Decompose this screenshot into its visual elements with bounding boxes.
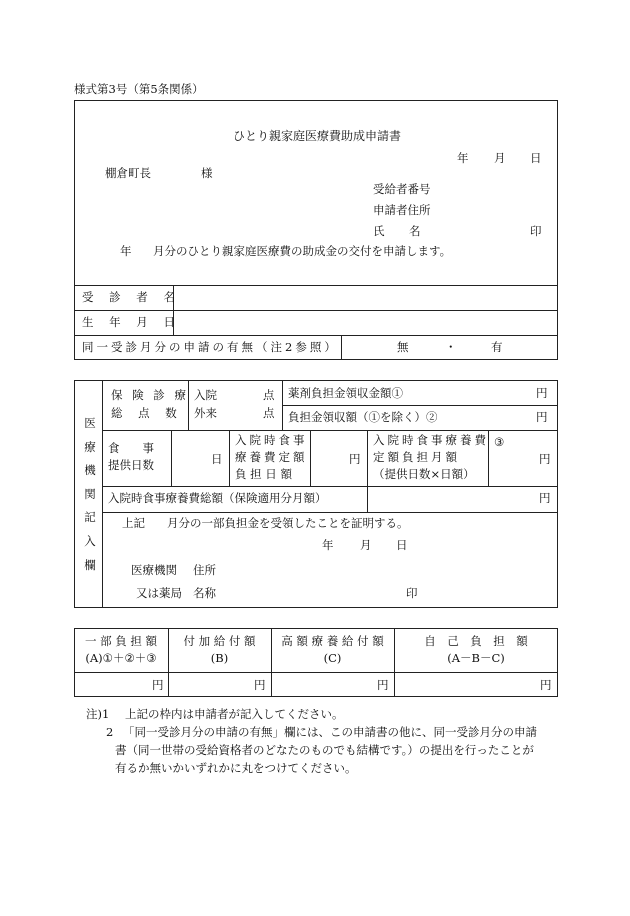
meal-fixed-label-1: 入院時食事: [235, 433, 308, 447]
pharmacy-label: 又は薬局: [136, 586, 182, 600]
certification-text: 月分の一部負担金を受領したことを証明する。: [167, 516, 409, 530]
institution-address-label: 住所: [193, 563, 216, 577]
institution-seal-mark: 印: [406, 586, 418, 600]
meal-monthly-label-1: 入院時食事療養費: [373, 433, 489, 447]
meal-monthly-label-3: （提供日数×日額）: [373, 467, 475, 481]
side-char: 療: [84, 439, 96, 454]
cert-year-label: 年: [322, 538, 334, 552]
recipient-number-label: 受給者番号: [373, 182, 431, 196]
circle-three-mark: ③: [494, 435, 505, 449]
honorific: 様: [201, 166, 213, 180]
meal-fixed-label-3: 負 担 日 額: [235, 467, 292, 481]
same-month-label: 同一受診月分の申請の有無（注2参照）: [82, 340, 339, 354]
drug-copay-label: 薬剤負担金領収金額①: [288, 386, 403, 400]
col-a-yen: 円: [152, 678, 164, 692]
note-2-line-3: 有るか無いかいずれかに丸をつけてください。: [115, 761, 357, 775]
form-title: ひとり親家庭医療費助成申請書: [233, 129, 402, 143]
institution-name-label: 名称: [193, 586, 216, 600]
col-b-yen: 円: [254, 678, 266, 692]
outpatient-point-unit: 点: [263, 406, 275, 420]
date-month-label: 月: [494, 151, 506, 165]
col-d-yen: 円: [540, 678, 552, 692]
note-prefix: 注)1: [86, 707, 110, 721]
meal-monthly-yen: 円: [539, 452, 551, 466]
outpatient-label: 外来: [194, 406, 217, 420]
patient-name-field[interactable]: [176, 288, 554, 307]
note-1: 上記の枠内は申請者が記入してください。: [125, 707, 344, 721]
option-yes[interactable]: 有: [491, 340, 503, 354]
copay-received-label: 負担金領収額（①を除く）②: [288, 410, 438, 424]
cert-day-label: 日: [396, 538, 408, 552]
date-day-label: 日: [530, 151, 542, 165]
date-year-label: 年: [457, 151, 469, 165]
col-c-yen: 円: [377, 678, 389, 692]
request-year-label: 年: [120, 244, 132, 258]
applicant-name-label-1: 氏: [373, 224, 385, 238]
applicant-name-label-2: 名: [409, 224, 421, 238]
addressee: 棚倉町長: [105, 166, 151, 180]
medical-side-label: [83, 412, 97, 577]
note-2-line-2: 書（同一世帯の受給資格者のどなたのものでも結構です。）の提出を行ったことが: [115, 743, 534, 757]
note-2-line-1: 「同一受診月分の申請の有無」欄には、この申請書の他に、同一受診月分の申請: [123, 725, 537, 739]
meal-days-label-2: 提供日数: [108, 458, 154, 472]
meal-total-label: 入院時食事療養費総額（保険適用分月額）: [108, 491, 327, 505]
drug-copay-yen: 円: [536, 386, 548, 400]
col-d-header: 自 己 負 担 額: [424, 634, 528, 648]
inpatient-point-unit: 点: [263, 388, 275, 402]
col-c-header: 高 額 療 養 給 付 額: [281, 634, 384, 648]
option-none[interactable]: 無: [397, 340, 409, 354]
col-d-formula: (A－B－C): [447, 651, 505, 665]
birthdate-label: 生 年 月 日: [82, 315, 181, 329]
meal-days-label-1: 食 事: [108, 441, 154, 455]
patient-name-label: 受 診 者 名: [82, 290, 181, 304]
cert-month-label: 月: [360, 538, 372, 552]
request-text: 月分のひとり親家庭医療費の助成金の交付を申請します。: [153, 244, 452, 258]
col-b-header: 付 加 給 付 額: [183, 634, 256, 648]
birthdate-field[interactable]: [176, 313, 554, 332]
option-separator: ・: [445, 340, 457, 354]
applicant-seal-mark: 印: [530, 224, 542, 238]
applicant-address-label: 申請者住所: [373, 203, 431, 217]
meal-total-yen: 円: [539, 491, 551, 505]
side-char: 記: [84, 510, 96, 525]
side-char: 医: [84, 416, 96, 430]
col-a-header: 一 部 負 担 額: [84, 634, 158, 648]
insurance-points-label-2: 総 点 数: [111, 406, 183, 420]
meal-fixed-label-2: 療養費定額: [235, 450, 308, 464]
insurance-points-label-1: 保 険 診 療: [111, 388, 189, 402]
institution-label: 医療機関: [131, 563, 177, 577]
side-char: 関: [84, 486, 96, 501]
col-b-formula: (B): [210, 651, 229, 665]
inpatient-label: 入院: [194, 388, 217, 402]
col-a-formula: (A)①＋②＋③: [85, 651, 157, 665]
meal-days-unit: 日: [211, 452, 223, 466]
side-char: 欄: [84, 557, 96, 572]
certification-prefix: 上記: [122, 516, 145, 530]
meal-fixed-yen: 円: [349, 452, 361, 466]
meal-monthly-label-2: 定額負担月額: [373, 450, 460, 464]
col-c-formula: (C): [323, 651, 342, 665]
copay-received-yen: 円: [536, 410, 548, 424]
form-number: 様式第3号（第5条関係）: [74, 82, 204, 96]
side-char: 機: [84, 463, 96, 478]
side-char: 入: [84, 533, 96, 548]
note-2-number: 2: [106, 725, 114, 739]
